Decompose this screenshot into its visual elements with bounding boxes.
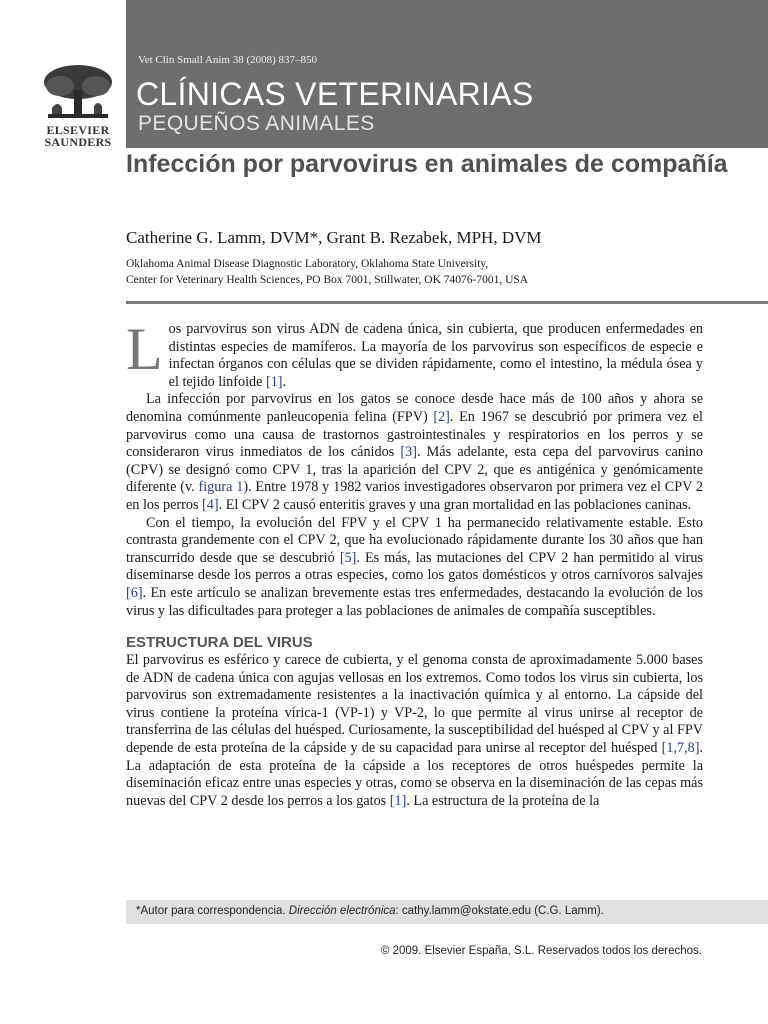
copyright-notice: © 2009. Elsevier España, S.L. Reservados todos los derechos.	[380, 945, 702, 957]
header-divider	[126, 301, 768, 304]
article-body	[126, 316, 703, 810]
publisher-logo	[38, 62, 118, 148]
author-list: Catherine G. Lamm, DVM*, Grant B. Rezabek, MPH, DVM	[126, 228, 542, 247]
paragraph: La infección por parvovirus en los gatos se conoce desde hace más de 100 años y ahora se denomina comúnmente panleucopenia felina (FPV) [2]. En 1967 se descubrió por primera vez el parvovirus como una causa de trastornos gastrointestinales y respiratorios en los perros y se consideraron virus inmediatos de los cánidos [3]. Más adelante, esta cepa del parvovirus canino (CPV) se designó como CPV 1, tras la aparición del CPV 2, que es antigénica y genómicamente diferente (v. figura 1). Entre 1978 y 1982 varios investigadores observaron por primera vez el CPV 2 en los perros [4]. El CPV 2 causó enteritis graves y una gran mortalidad en las poblaciones caninas.	[126, 391, 703, 513]
reference-link[interactable]: [1]	[389, 792, 407, 809]
publisher-imprint: SAUNDERS	[44, 135, 112, 149]
elsevier-tree-icon	[38, 62, 118, 124]
reference-link[interactable]: [1]	[265, 373, 283, 390]
reference-link[interactable]: [5]	[339, 549, 357, 566]
paragraph: El parvovirus es esférico y carece de cubierta, y el genoma consta de aproximadamente 5.000 bases de ADN de cadena única con agujas vellosas en los extremos. Como todos los virus sin cubierta, los parvovirus son extremadamente resistentes a la inactivación química y al entorno. La cápside del virus contiene la proteína vírica-1 (VP-1) y VP-2, lo que permite al virus unirse al receptor de transferrina de las células del huésped. Curiosamente, la susceptibilidad del huésped al CPV y al FPV depende de esta proteína de la cápside y de su capacidad para unirse al receptor del huésped [1,7,8]. La adaptación de esta proteína de la cápside a los receptores de otros huéspedes permite la diseminación eficaz entre unas especies y otras, como se observa en la diseminación de las cepas más nuevas del CPV 2 desde los perros a los gatos [1]. La estructura de la proteína de la	[126, 652, 703, 809]
article-title: Infección por parvovirus en animales de compañía	[126, 150, 728, 178]
affiliation-line: Oklahoma Animal Disease Diagnostic Laboratory, Oklahoma State University,	[126, 258, 489, 270]
journal-subtitle: PEQUEÑOS ANIMALES	[138, 112, 375, 135]
reference-link[interactable]: [4]	[202, 496, 219, 513]
reference-link[interactable]: [2]	[433, 408, 450, 425]
figure-link[interactable]: figura 1	[198, 479, 244, 496]
footnote: *Autor para correspondencia. Dirección electrónica: cathy.lamm@okstate.edu (C.G. Lamm).	[136, 905, 604, 917]
affiliation	[126, 256, 528, 288]
journal-citation: Vet Clin Small Anim 38 (2008) 837–850	[138, 54, 318, 66]
publisher-name: ELSEVIER	[46, 123, 110, 137]
section-heading: ESTRUCTURA DEL VIRUS	[126, 634, 313, 652]
journal-title: CLÍNICAS VETERINARIAS	[136, 76, 534, 112]
drop-cap: L	[126, 316, 163, 382]
reference-link[interactable]: [6]	[126, 584, 143, 601]
reference-link[interactable]: [1,7,8]	[661, 740, 700, 757]
reference-link[interactable]: [3]	[400, 444, 417, 461]
affiliation-line: Center for Veterinary Health Sciences, PO Box 7001, Stillwater, OK 74076-7001, USA	[126, 274, 529, 286]
paragraph: Con el tiempo, la evolución del FPV y el CPV 1 ha permanecido relativamente estable. Esto contrasta grandemente con el CPV 2, que ha evolucionado rápidamente durante los 30 años que han transcurrido desde que se descubrió [5]. Es más, las mutaciones del CPV 2 han permitido al virus diseminarse desde los perros a otras especies, como los gatos domésticos y otros carnívoros salvajes [6]. En este artículo se analizan brevemente estas tres enfermedades, destacando la evolución de los virus y las dificultades para proteger a las poblaciones de animales de compañía susceptibles.	[126, 514, 703, 619]
paragraph-intro: L os parvovirus son virus ADN de cadena única, sin cubierta, que producen enfermedades en distintas especies de mamíferos. La mayoría de los parvovirus son específicos de especie e infectan órganos con células que se dividen rápidamente, como el intestino, la médula ósea y el tejido linfoide [1].	[126, 316, 703, 390]
